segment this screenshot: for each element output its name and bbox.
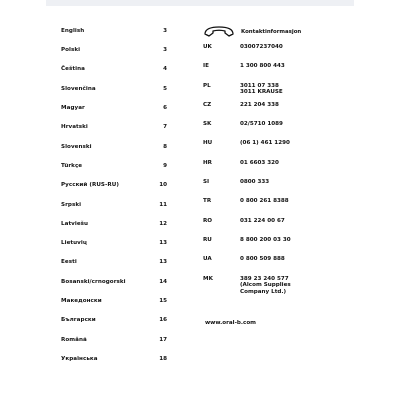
phone-number[interactable]: 221 204 338 xyxy=(240,101,279,108)
toc-page: 3 xyxy=(163,27,167,34)
contact-header xyxy=(203,22,345,42)
phone-row xyxy=(203,198,345,217)
phone-row xyxy=(203,276,345,296)
toc-page: 16 xyxy=(159,317,167,324)
toc-language: English xyxy=(61,27,85,34)
toc-page: 9 xyxy=(163,162,167,169)
telephone-icon xyxy=(203,25,235,39)
toc-item[interactable] xyxy=(61,138,167,157)
phone-number[interactable]: 0 800 509 888 xyxy=(240,256,285,263)
country-code: SI xyxy=(203,179,210,186)
toc-item[interactable] xyxy=(61,234,167,253)
toc-language: Latviešu xyxy=(61,220,89,227)
table-of-contents xyxy=(61,22,167,369)
toc-page: 5 xyxy=(163,85,167,92)
toc-item[interactable] xyxy=(61,273,167,292)
phone-number-line-2: 3011 KRAUSE xyxy=(240,89,283,96)
toc-page: 17 xyxy=(159,336,167,343)
toc-page: 11 xyxy=(159,201,167,208)
toc-page: 8 xyxy=(163,143,167,150)
country-code: MK xyxy=(203,275,213,282)
contact-section xyxy=(203,22,345,296)
phone-row xyxy=(203,256,345,275)
phone-number-line: 389 23 240 577 xyxy=(240,275,289,282)
phone-number[interactable]: 1 300 800 443 xyxy=(240,63,285,70)
website-link[interactable]: www.oral-b.com xyxy=(205,320,257,326)
phone-number[interactable]: 8 800 200 03 30 xyxy=(240,236,291,243)
phone-row xyxy=(203,121,345,140)
phone-row xyxy=(203,218,345,237)
toc-item[interactable] xyxy=(61,118,167,137)
toc-item[interactable] xyxy=(61,254,167,273)
phone-number[interactable]: 0 800 261 8388 xyxy=(240,198,289,205)
toc-item[interactable] xyxy=(61,157,167,176)
phone-row xyxy=(203,179,345,198)
toc-item[interactable] xyxy=(61,80,167,99)
toc-page: 12 xyxy=(159,220,167,227)
phone-number[interactable] xyxy=(240,83,283,96)
country-code: HR xyxy=(203,159,212,166)
toc-item[interactable] xyxy=(61,350,167,369)
toc-page: 4 xyxy=(163,66,167,73)
toc-language: Srpski xyxy=(61,201,82,208)
phone-number[interactable]: 0800 333 xyxy=(240,179,270,186)
country-code: PL xyxy=(203,82,211,89)
toc-page: 18 xyxy=(159,355,167,362)
country-code: RU xyxy=(203,236,212,243)
phone-row xyxy=(203,140,345,159)
top-band xyxy=(46,0,354,6)
toc-item[interactable] xyxy=(61,61,167,80)
phone-row xyxy=(203,160,345,179)
phone-number-line-2: (Alcom Supplies xyxy=(240,282,291,289)
toc-page: 3 xyxy=(163,47,167,54)
toc-item[interactable] xyxy=(61,215,167,234)
phone-number[interactable]: 01 6603 320 xyxy=(240,159,279,166)
phone-number[interactable]: (06 1) 461 1290 xyxy=(240,140,290,147)
toc-item[interactable] xyxy=(61,292,167,311)
toc-item[interactable] xyxy=(61,99,167,118)
toc-language: Română xyxy=(61,336,87,343)
toc-page: 6 xyxy=(163,105,167,112)
phone-row xyxy=(203,63,345,82)
toc-language: Русский (RUS-RU) xyxy=(61,182,119,189)
toc-language: Македонски xyxy=(61,298,102,304)
phone-number-list xyxy=(203,44,345,296)
phone-number[interactable] xyxy=(240,276,291,296)
toc-page: 14 xyxy=(159,278,167,285)
toc-page: 7 xyxy=(163,124,167,131)
toc-language: Hrvatski xyxy=(61,124,88,131)
phone-number-line-3: Company Ltd.) xyxy=(240,288,287,295)
toc-item[interactable] xyxy=(61,331,167,350)
country-code: UA xyxy=(203,256,212,263)
phone-number[interactable]: 03007237040 xyxy=(240,44,283,50)
toc-page: 13 xyxy=(159,240,167,247)
toc-item[interactable] xyxy=(61,41,167,60)
toc-item[interactable] xyxy=(61,196,167,215)
phone-number[interactable]: 02/5710 1089 xyxy=(240,121,283,128)
country-code: TR xyxy=(203,198,212,205)
country-code: IE xyxy=(203,63,209,70)
phone-number[interactable]: 031 224 00 67 xyxy=(240,217,285,224)
toc-language: Türkçe xyxy=(61,162,83,169)
toc-page: 10 xyxy=(159,182,167,189)
toc-language: Slovenski xyxy=(61,143,92,150)
contact-title: Kontaktinformasjon xyxy=(241,29,302,35)
phone-number-line: 3011 07 338 xyxy=(240,82,279,89)
toc-language: Eesti xyxy=(61,259,77,266)
toc-item[interactable] xyxy=(61,176,167,195)
phone-row xyxy=(203,83,345,102)
country-code: SK xyxy=(203,121,212,128)
toc-language: Polski xyxy=(61,47,81,54)
toc-language: Čeština xyxy=(61,66,85,73)
country-code: HU xyxy=(203,140,213,147)
toc-item[interactable] xyxy=(61,311,167,330)
phone-row xyxy=(203,102,345,121)
toc-language: Slovenčina xyxy=(61,85,96,92)
country-code: UK xyxy=(203,44,212,50)
toc-language: Български xyxy=(61,317,96,324)
country-code: RO xyxy=(203,217,213,224)
toc-item[interactable] xyxy=(61,22,167,41)
country-code: CZ xyxy=(203,101,212,108)
toc-language: Lietuvių xyxy=(61,240,87,247)
phone-row xyxy=(203,44,345,63)
toc-language: Українська xyxy=(61,355,98,362)
toc-page: 15 xyxy=(159,298,167,304)
phone-row xyxy=(203,237,345,256)
toc-page: 13 xyxy=(159,259,167,266)
toc-language: Bosanski/crnogorski xyxy=(61,278,126,285)
toc-language: Magyar xyxy=(61,105,85,112)
